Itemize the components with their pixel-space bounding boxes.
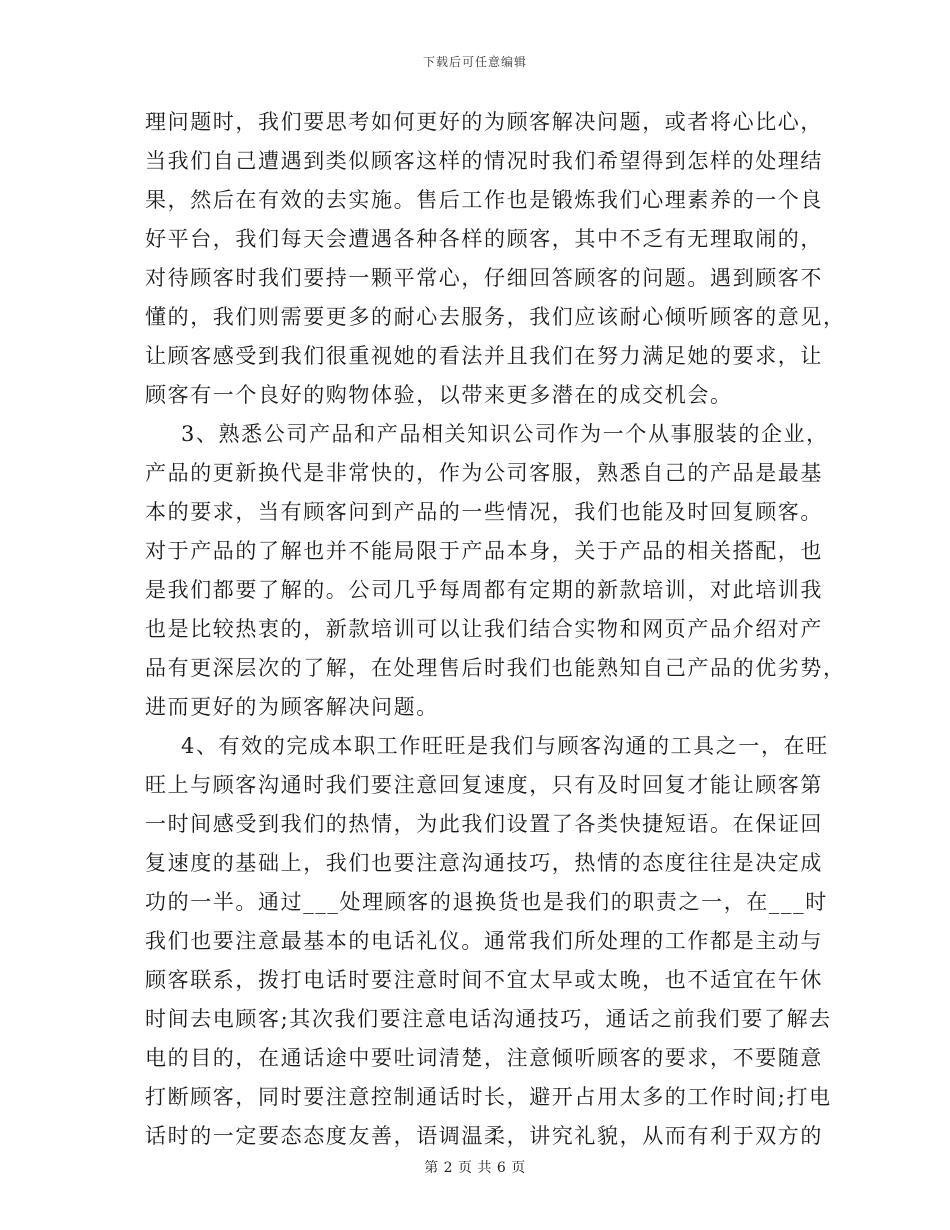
body-line: 时间去电顾客;其次我们要注意电话沟通技巧，通话之前我们要了解去 bbox=[145, 1007, 832, 1031]
body-line: 果，然后在有效的去实施。售后工作也是锻炼我们心理素养的一个良 bbox=[145, 188, 823, 212]
document-body bbox=[145, 103, 846, 1156]
body-line: 本的要求，当有顾客问到产品的一些情况，我们也能及时回复顾客。 bbox=[145, 500, 823, 524]
body-line: 顾客有一个良好的购物体验，以带来更多潜在的成交机会。 bbox=[145, 383, 733, 407]
body-line: 也是比较热衷的，新款培训可以让我们结合实物和网页产品介绍对产 bbox=[145, 617, 823, 641]
body-line: 打断顾客，同时要注意控制通话时长，避开占用太多的工作时间;打电 bbox=[145, 1085, 832, 1109]
page-header: 下载后可任意编辑 bbox=[422, 55, 527, 69]
body-line: 进而更好的为顾客解决问题。 bbox=[145, 695, 439, 719]
body-line: 旺上与顾客沟通时我们要注意回复速度，只有及时回复才能让顾客第 bbox=[145, 773, 823, 797]
paragraph-start-line: 4、有效的完成本职工作旺旺是我们与顾客沟通的工具之一，在旺 bbox=[181, 734, 829, 758]
body-line: 当我们自己遭遇到类似顾客这样的情况时我们希望得到怎样的处理结 bbox=[145, 149, 823, 173]
body-line: 功的一半。通过___处理顾客的退换货也是我们的职责之一，在___时 bbox=[145, 890, 828, 914]
body-line: 对于产品的了解也并不能局限于产品本身，关于产品的相关搭配，也 bbox=[145, 539, 823, 563]
body-line: 产品的更新换代是非常快的，作为公司客服，熟悉自己的产品是最基 bbox=[145, 461, 823, 485]
body-line: 理问题时，我们要思考如何更好的为顾客解决问题，或者将心比心， bbox=[145, 110, 823, 134]
body-line: 品有更深层次的了解，在处理售后时我们也能熟知自己产品的优劣势， bbox=[145, 656, 846, 680]
body-line: 话时的一定要态态度友善，语调温柔，讲究礼貌，从而有利于双方的 bbox=[145, 1124, 823, 1148]
body-line: 好平台，我们每天会遭遇各种各样的顾客，其中不乏有无理取闹的， bbox=[145, 227, 823, 251]
body-line: 我们也要注意最基本的电话礼仪。通常我们所处理的工作都是主动与 bbox=[145, 929, 823, 953]
body-line: 顾客联系，拨打电话时要注意时间不宜太早或太晚，也不适宜在午休 bbox=[145, 968, 823, 992]
body-line: 对待顾客时我们要持一颗平常心，仔细回答顾客的问题。遇到顾客不 bbox=[145, 266, 823, 290]
body-line: 电的目的，在通话途中要吐词清楚，注意倾听顾客的要求，不要随意 bbox=[145, 1046, 823, 1070]
body-line: 复速度的基础上，我们也要注意沟通技巧，热情的态度往往是决定成 bbox=[145, 851, 823, 875]
page-number-footer: 第 2 页 共 6 页 bbox=[424, 1160, 526, 1176]
body-line: 一时间感受到我们的热情，为此我们设置了各类快捷短语。在保证回 bbox=[145, 812, 823, 836]
paragraph-start-line: 3、熟悉公司产品和产品相关知识公司作为一个从事服装的企业， bbox=[181, 422, 829, 446]
body-line: 懂的，我们则需要更多的耐心去服务，我们应该耐心倾听顾客的意见， bbox=[145, 305, 846, 329]
body-line: 是我们都要了解的。公司几乎每周都有定期的新款培训，对此培训我 bbox=[145, 578, 823, 602]
body-line: 让顾客感受到我们很重视她的看法并且我们在努力满足她的要求，让 bbox=[145, 344, 823, 368]
